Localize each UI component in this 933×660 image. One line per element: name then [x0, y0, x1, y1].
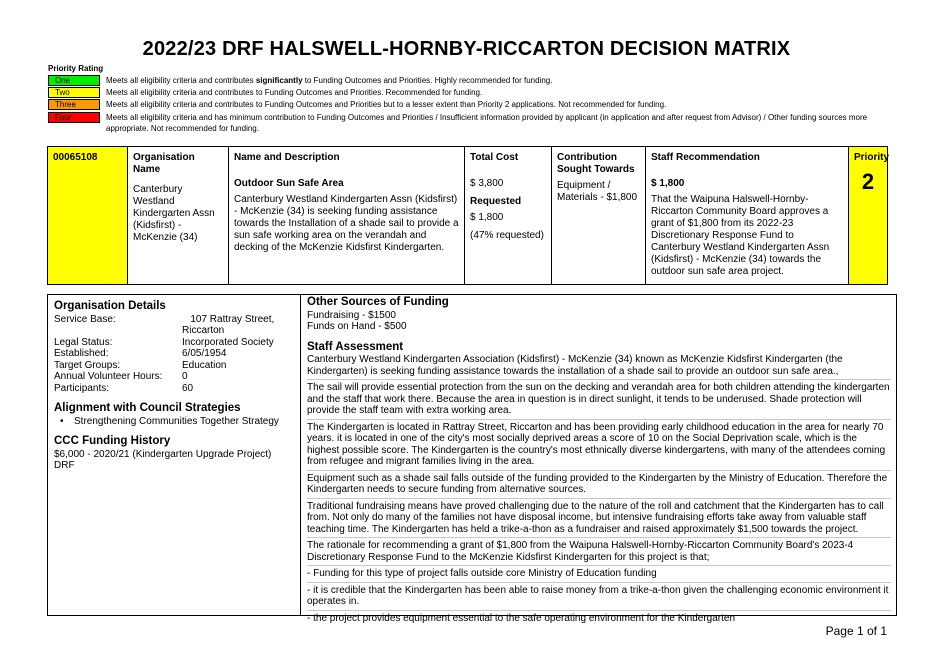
organisation-header: Organisation Name: [133, 152, 195, 175]
priority-desc-four: Meets all eligibility criteria and has minimum contribution to Funding Outcomes and Priorities / Insufficient information provided by applicant (in application and after request from Advisor) / Other funding sources more appropriate. Not recommended for funding.: [106, 113, 868, 133]
requested-amount: $ 1,800: [470, 212, 504, 223]
priority-value: 2: [861, 169, 875, 194]
organisation-details-heading: Organisation Details: [54, 300, 166, 312]
priority-cell: [849, 147, 888, 285]
requested-label: Requested: [470, 196, 522, 207]
priority-swatch-four: Four: [48, 112, 100, 123]
total-cost-header: Total Cost: [470, 152, 519, 163]
page-number: Page 1 of 1: [825, 624, 887, 638]
priority-header: Priority: [854, 152, 890, 163]
other-source-line: Fundraising - $1500: [307, 309, 396, 321]
priority-desc-two: Meets all eligibility criteria and contributes to Funding Outcomes and Priorities. Recommended for funding.: [106, 88, 483, 97]
page-title: 2022/23 DRF HALSWELL-HORNBY-RICCARTON DECISION MATRIX: [142, 38, 791, 60]
assessment-paragraph: - it is credible that the Kindergarten has been able to raise money from a trike-a-thon given the challenging economic environment it operates in.: [307, 585, 891, 611]
assessment-paragraph: Equipment such as a shade sail falls outside of the funding provided to the Kindergarten by the Ministry of Education. Therefore the Kindergarten needs to secure funding from alternative sources.: [307, 473, 891, 499]
priority-swatch-one: One: [48, 75, 100, 86]
staff-recommendation-text: That the Waipuna Halswell-Hornby-Riccarton Community Board approves a grant of $1,800 from its 2022-23 Discretionary Response Fund to Canterbury Westland Kindergarten Assn (Kidsfirst) - McKenzie (34) towards the outdoor sun safe area project.: [651, 194, 830, 277]
contribution-cell: [552, 147, 646, 285]
contribution-value: Equipment / Materials - $1,800: [557, 180, 638, 203]
priority-rating-row-one: [48, 75, 876, 86]
assessment-paragraph: The Kindergarten is located in Rattray Street, Riccarton and has been providing early childhood education in the area for nearly 70 years. it is located in one of the city's most socially deprived areas a score of 10 on the Social Deprivation scale, which is the highest possible score. The Kindergarten is the country's most ethnically diverse kindergartens, with many of the attendees coming from refugee and migrant families living in the area.: [307, 422, 891, 471]
application-summary-table: [47, 146, 888, 285]
name-description-header: Name and Description: [234, 152, 340, 163]
priority-rating-row-two: [48, 87, 876, 98]
priority-rating-row-four: [48, 112, 876, 134]
total-cost-value: $ 3,800: [470, 178, 504, 189]
detail-row-target-groups: Target Groups: Education: [54, 359, 227, 371]
priority-desc-one: Meets all eligibility criteria and contributes significantly to Funding Outcomes and Priorities. Highly recommended for funding.: [106, 76, 553, 85]
staff-recommendation-cell: [646, 147, 849, 285]
ccc-funding-history-text: $6,000 - 2020/21 (Kindergarten Upgrade Project) DRF: [54, 448, 272, 471]
alignment-heading: Alignment with Council Strategies: [54, 402, 241, 414]
detail-row-established: Established: 6/05/1954: [54, 348, 227, 359]
priority-swatch-three: Three: [48, 99, 100, 110]
staff-assessment-heading: Staff Assessment: [307, 340, 404, 353]
priority-rating-row-three: [48, 99, 876, 110]
assessment-paragraph: Traditional fundraising means have proved challenging due to the nature of the roll and catchment that the Kindergarten has to call from. Not only do many of the families not have disposal income, but intensive fundraising efforts take away from valuable staff teaching time. The Kindergarten has held a trike-a-thon as a fundraiser and raised approximately $1,500 towards the project.: [307, 501, 891, 539]
detail-row-service-base: Service Base: 107 Rattray Street, Riccarton: [54, 313, 278, 336]
alignment-bullet: • Strengthening Communities Together Strategy: [54, 416, 294, 428]
requested-percent: (47% requested): [470, 230, 544, 241]
other-source-line: Funds on Hand - $500: [307, 321, 407, 332]
name-description-cell: [229, 147, 465, 285]
funding-assessment-column: [301, 295, 897, 624]
assessment-paragraph: The rationale for recommending a grant of $1,800 from the Waipuna Halswell-Hornby-Riccarton Community Board's 2023-4 Discretionary Response Fund to the McKenzie Kidsfirst Kindergarten for this project is that;: [307, 540, 891, 566]
detail-row-legal-status: Legal Status: Incorporated Society: [54, 336, 274, 348]
contribution-header: Contribution Sought Towards: [557, 152, 635, 175]
detail-row-volunteer-hours: Annual Volunteer Hours: 0: [54, 371, 188, 382]
staff-recommendation-header: Staff Recommendation: [651, 152, 760, 163]
project-name: Outdoor Sun Safe Area: [234, 178, 344, 189]
organisation-details-column: [48, 295, 301, 615]
priority-desc-three: Meets all eligibility criteria and contributes to Funding Outcomes and Priorities but to a lesser extent than Priority 2 applications. Not recommended for funding.: [106, 100, 667, 109]
assessment-paragraph: The sail will provide essential protection from the sun on the decking and verandah area for both children attending the kindergarten and the staff that work there. Because the area in question is in direct sunlight, it tends to be underused. Shade protection will provide the staff team with extra working area.: [307, 382, 891, 420]
bullet-icon: •: [60, 415, 64, 427]
assessment-paragraph: Canterbury Westland Kindergarten Association (Kidsfirst) - McKenzie (34) known as McKenzie Kidsfirst Kindergarten (the Kindergarten) is seeking funding assistance towards the installation of a shade sail to provide an outdoor sun safe area.,: [307, 354, 891, 380]
priority-swatch-two: Two: [48, 87, 100, 98]
detail-row-participants: Participants: 60: [54, 382, 194, 394]
ccc-funding-history-heading: CCC Funding History: [54, 435, 171, 447]
organisation-name: Canterbury Westland Kindergarten Assn (Kidsfirst) - McKenzie (34): [133, 184, 215, 243]
application-id: 00065108: [48, 147, 128, 285]
organisation-cell: [128, 147, 229, 285]
other-sources-heading: Other Sources of Funding: [307, 296, 449, 308]
staff-recommendation-amount: $ 1,800: [651, 178, 685, 189]
assessment-paragraph: - the project provides equipment essential to the safe operating environment for the Kindergarten: [307, 612, 736, 624]
project-description: Canterbury Westland Kindergarten Assn (Kidsfirst) - McKenzie (34) is seeking funding assistance towards the Installation of a shade sail to provide a sun safe working area on the verandah and decking of the McKenzie Kidsfirst Kindergarten.: [234, 194, 459, 253]
total-cost-cell: [465, 147, 552, 285]
priority-rating-heading: Priority Rating: [48, 64, 104, 73]
assessment-panel: [47, 294, 897, 624]
assessment-paragraph: - Funding for this type of project falls outside core Ministry of Education funding: [307, 568, 891, 583]
